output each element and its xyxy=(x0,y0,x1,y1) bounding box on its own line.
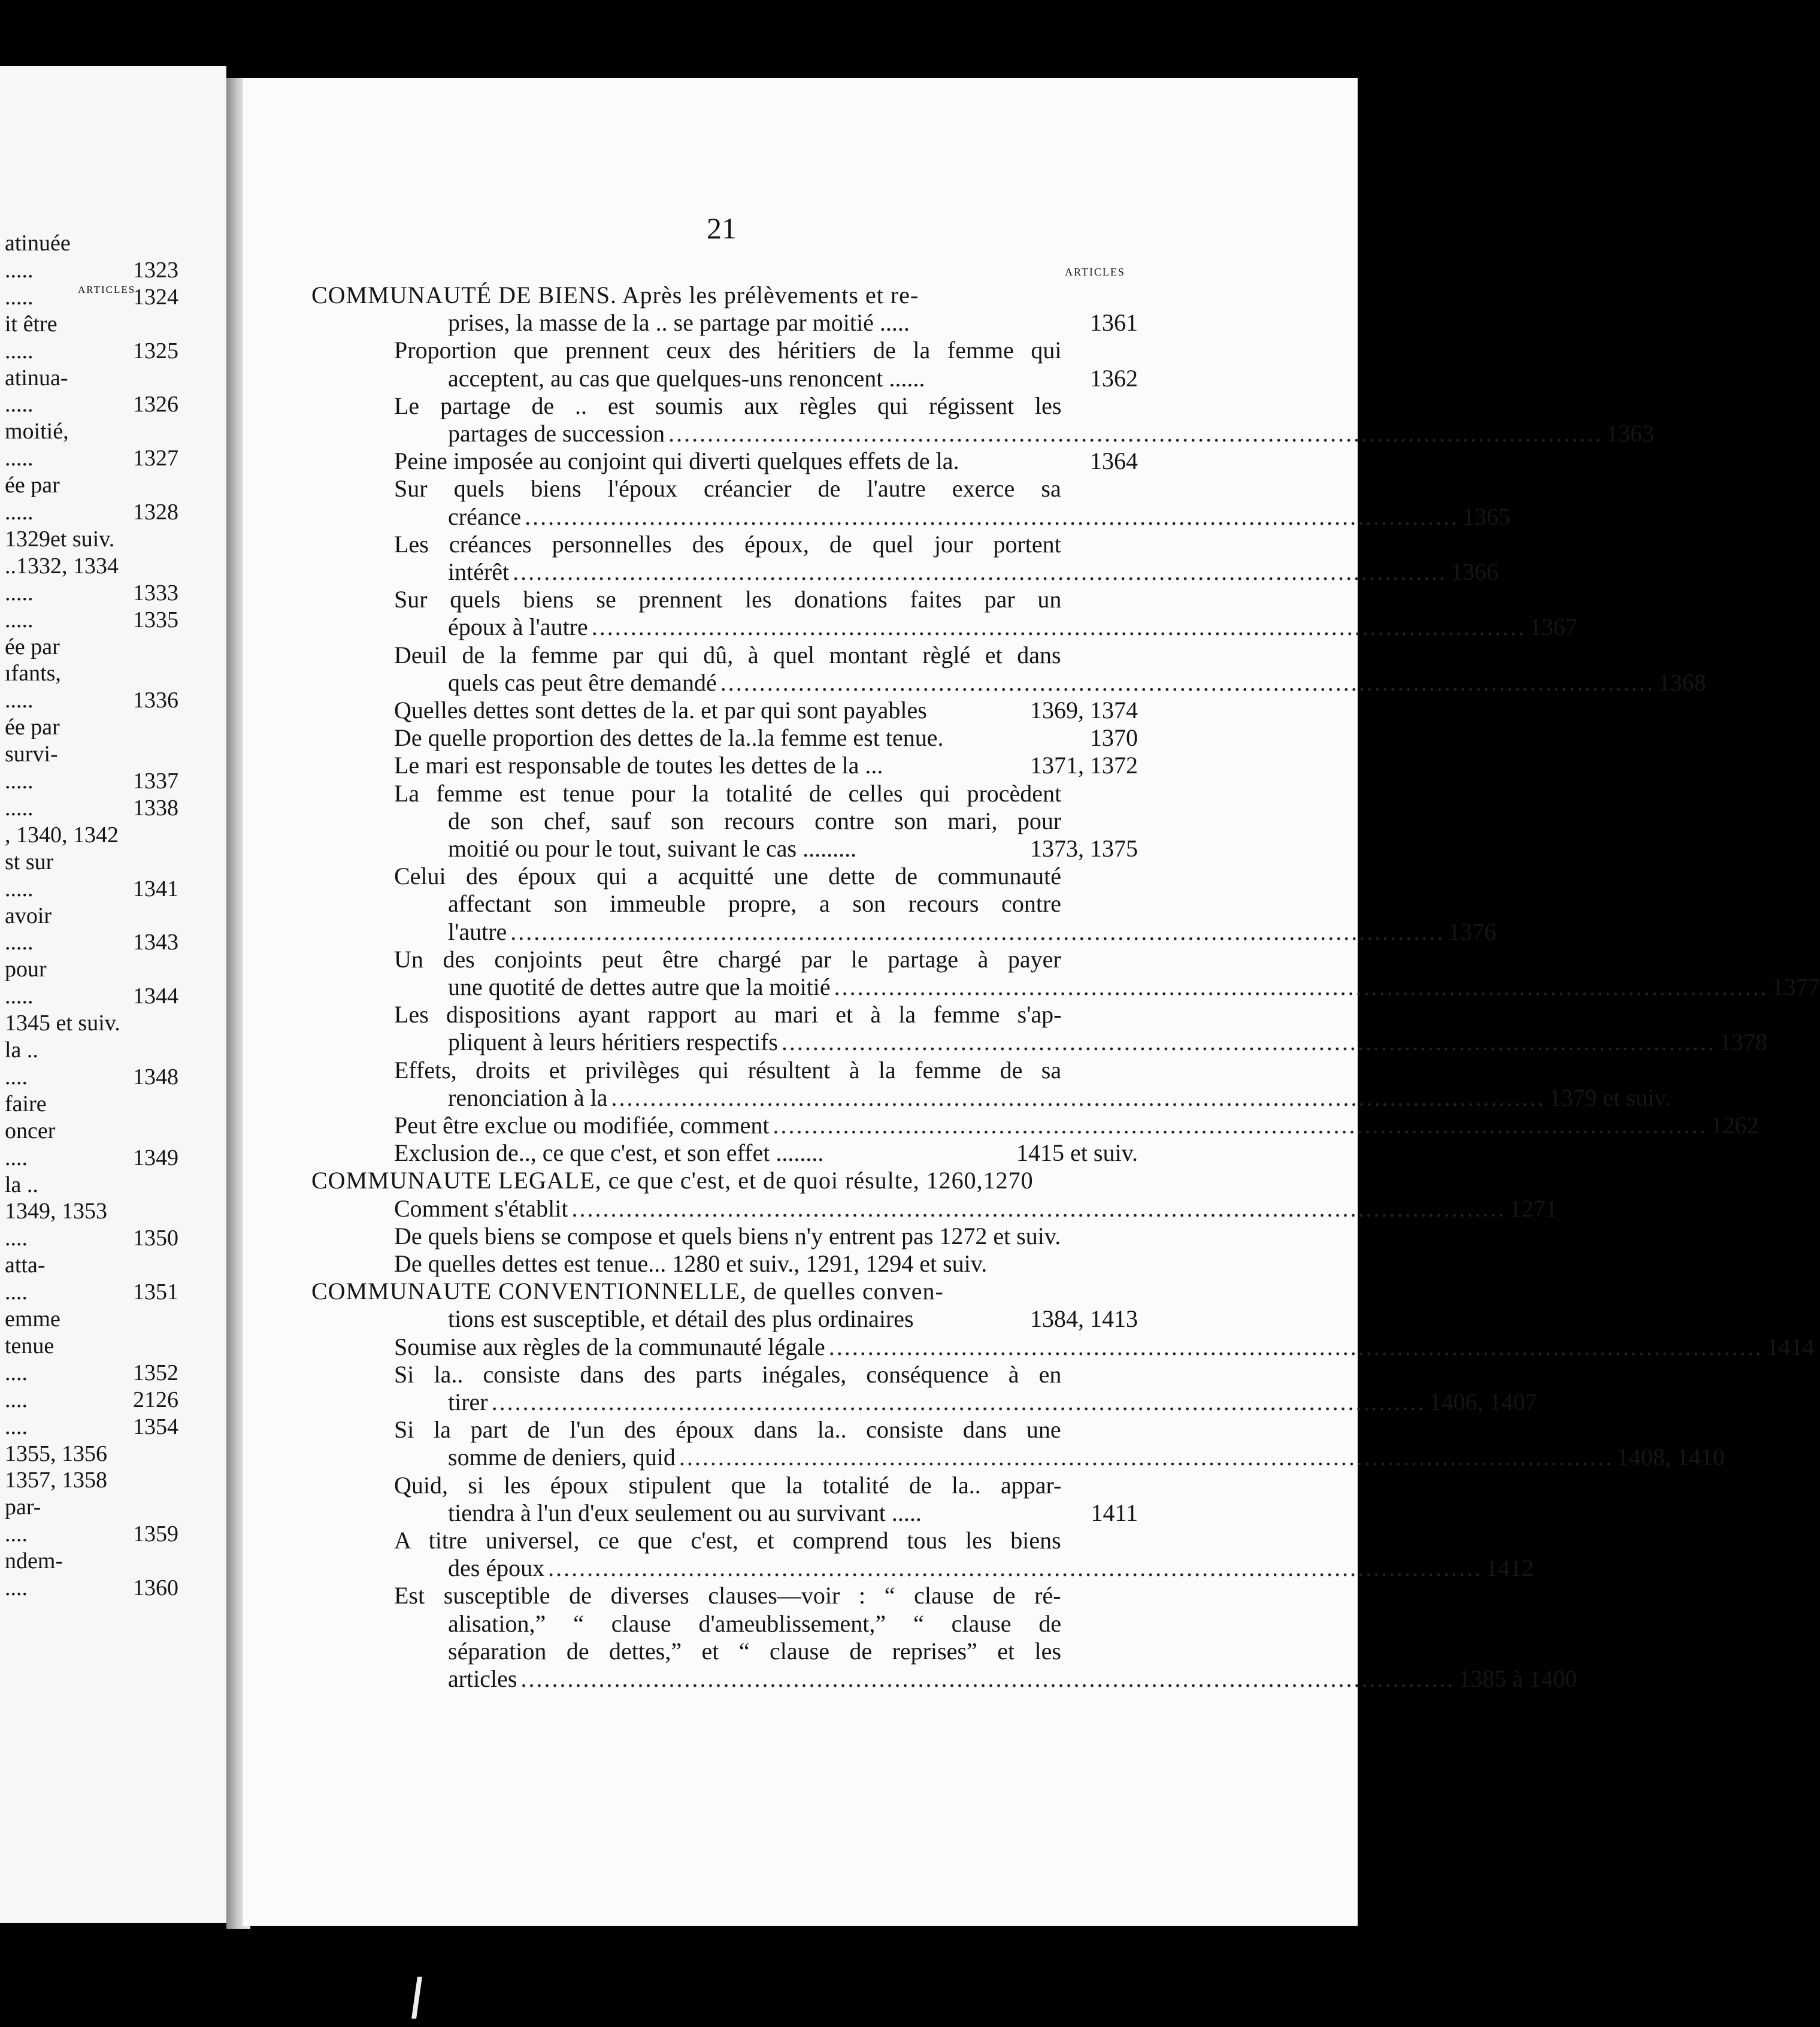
left-index-line xyxy=(0,1198,226,1226)
left-line-text: ..... xyxy=(5,257,34,283)
left-line-text: ..... xyxy=(5,876,34,901)
left-index-line xyxy=(0,1225,226,1252)
index-entry xyxy=(394,863,1061,890)
dot-leader: ........................................................................................................................ xyxy=(781,1028,1716,1056)
left-index-line xyxy=(0,1252,226,1279)
left-line-text: ..... xyxy=(5,446,34,471)
index-entry xyxy=(448,1028,1767,1056)
left-index-line xyxy=(0,1010,226,1037)
entry-text: Comment s'établit xyxy=(394,1194,568,1222)
entry-text: Un des conjoints peut être chargé par le partage à payer xyxy=(394,945,1061,973)
index-heading xyxy=(311,282,1061,309)
entry-text: des époux xyxy=(448,1554,545,1582)
left-index-line xyxy=(0,499,226,527)
left-index-line xyxy=(0,634,226,661)
index-entry xyxy=(448,835,1138,863)
index-entry xyxy=(394,1194,1558,1223)
article-number: 1406, 1407 xyxy=(1429,1388,1537,1415)
dot-leader: ........................................................................................................................ xyxy=(834,973,1768,1000)
left-line-text: 1349, 1353 xyxy=(5,1199,107,1224)
left-line-number: 1328 xyxy=(133,500,178,525)
entry-text: intérêt xyxy=(448,558,510,585)
article-number: 1366 xyxy=(1450,558,1499,585)
index-entry xyxy=(448,1665,1577,1693)
left-index-line xyxy=(0,553,226,580)
index-entry xyxy=(448,1499,1138,1527)
index-entry xyxy=(394,1139,1138,1167)
article-number: 1262 xyxy=(1710,1112,1759,1139)
entry-text: Quid, si les époux stipulent que la totalité de la.. appar- xyxy=(394,1471,1062,1499)
entry-text: Effets, droits et privilèges qui résultent à la femme de sa xyxy=(394,1056,1062,1084)
left-line-text: .... xyxy=(5,1064,28,1090)
left-line-text: atinua- xyxy=(5,365,68,391)
entry-text: prises, la masse de la .. se partage par moitié ..... xyxy=(448,309,910,337)
entry-text: COMMUNAUTE LEGALE, ce que c'est, et de quoi résulte, 1260,1270 xyxy=(311,1167,1034,1194)
articles-column-label: ARTICLES xyxy=(1065,266,1125,278)
left-index-line xyxy=(0,1575,226,1602)
article-number: 1368 xyxy=(1658,668,1706,696)
left-line-text: .... xyxy=(5,1226,28,1251)
left-line-number: 1338 xyxy=(133,795,178,821)
entry-text: De quels biens se compose et quels biens n'y entrent pas 1272 et suiv. xyxy=(394,1222,1061,1250)
index-entry xyxy=(448,1610,1061,1638)
dot-leader: ........................................................................................................................ xyxy=(520,1665,1455,1692)
index-entry xyxy=(394,1416,1061,1444)
article-number: 1364 xyxy=(1090,447,1138,475)
left-index-line xyxy=(0,580,226,607)
entry-text: Soumise aux règles de la communauté légale xyxy=(394,1333,825,1360)
index-entry xyxy=(448,1305,1138,1333)
entry-text: une quotité de dettes autre que la moitié xyxy=(448,973,831,1000)
left-line-text: oncer xyxy=(5,1118,56,1143)
index-entry xyxy=(394,475,1061,503)
left-line-text: atta- xyxy=(5,1252,46,1278)
entry-text: COMMUNAUTE CONVENTIONNELLE, de quelles conven- xyxy=(311,1278,944,1305)
left-line-text: par- xyxy=(5,1494,41,1520)
dot-leader: ........................................................................................................................ xyxy=(668,420,1603,447)
entry-text: tiendra à l'un d'eux seulement ou au survivant ..... xyxy=(448,1499,922,1526)
left-line-number: 1359 xyxy=(133,1521,178,1547)
index-entry xyxy=(448,1554,1534,1582)
left-index-line xyxy=(0,391,226,419)
entry-text: De quelles dettes est tenue... 1280 et suiv., 1291, 1294 et suiv. xyxy=(394,1250,988,1277)
index-entry xyxy=(394,1333,1815,1361)
left-line-number: 1324 xyxy=(133,284,178,310)
entry-text: Le mari est responsable de toutes les dettes de la ... xyxy=(394,752,883,779)
index-entry xyxy=(448,1638,1061,1665)
index-entry xyxy=(394,1527,1061,1554)
left-line-text: 1357, 1358 xyxy=(5,1468,107,1493)
left-index-line xyxy=(0,311,226,338)
index-entry xyxy=(448,668,1706,697)
left-line-text: 1355, 1356 xyxy=(5,1441,107,1466)
left-index-line xyxy=(0,1387,226,1414)
entry-text: Proportion que prennent ceux des héritiers de la femme qui xyxy=(394,337,1062,364)
entry-text: tirer xyxy=(448,1388,488,1415)
left-line-text: .... xyxy=(5,1575,28,1601)
left-index-line xyxy=(0,1467,226,1494)
index-entry xyxy=(448,1444,1725,1471)
entry-text: Les dispositions ayant rapport au mari et à la femme s'ap- xyxy=(394,1001,1062,1028)
left-index-line xyxy=(0,876,226,903)
article-number: 1377 xyxy=(1771,973,1820,1000)
index-entry xyxy=(448,309,1138,337)
left-index-line xyxy=(0,795,226,822)
left-index-line xyxy=(0,284,226,311)
entry-text: Sur quels biens l'époux créancier de l'autre exerce sa xyxy=(394,475,1061,503)
left-line-text: avoir xyxy=(5,903,52,928)
left-index-line xyxy=(0,257,226,285)
left-line-text: faire xyxy=(5,1091,47,1117)
entry-text: de son chef, sauf son recours contre son mari, pour xyxy=(448,807,1062,834)
left-index-line xyxy=(0,1441,226,1468)
left-line-number: 1351 xyxy=(133,1279,178,1305)
left-index-line xyxy=(0,903,226,930)
dot-leader: ........................................................................................................................ xyxy=(548,1554,1483,1582)
dot-leader: ........................................................................................................................ xyxy=(611,1084,1546,1111)
left-line-number: 1326 xyxy=(133,392,178,417)
left-line-text: .... xyxy=(5,1387,28,1412)
left-line-text: .... xyxy=(5,1360,28,1385)
entry-text: créance xyxy=(448,503,522,530)
left-index-line xyxy=(0,956,226,984)
dot-leader: ........................................................................................................................ xyxy=(679,1444,1613,1471)
left-line-text: tenue xyxy=(5,1333,54,1359)
left-index-line xyxy=(0,687,226,715)
article-number: 1367 xyxy=(1529,613,1577,641)
article-number: 1362 xyxy=(1090,364,1138,392)
entry-text: Si la.. consiste dans des parts inégales, conséquence à en xyxy=(394,1360,1062,1388)
left-line-text: .... xyxy=(5,1145,28,1170)
left-index-line xyxy=(0,1360,226,1387)
entry-text: Est susceptible de diverses clauses—voir : “ clause de ré- xyxy=(394,1582,1061,1610)
left-line-number: 1352 xyxy=(133,1360,178,1385)
left-index-line xyxy=(0,418,226,446)
index-entry xyxy=(448,420,1655,447)
left-index-line xyxy=(0,1494,226,1521)
left-index-line xyxy=(0,1091,226,1118)
left-line-text: ..... xyxy=(5,688,34,713)
left-line-text: ée par xyxy=(5,634,60,659)
index-entry xyxy=(394,1057,1061,1084)
left-line-number: 1336 xyxy=(133,688,178,713)
entry-text: Exclusion de.., ce que c'est, et son effet ........ xyxy=(394,1139,824,1167)
scan-mark xyxy=(411,1977,422,2019)
index-entry xyxy=(394,531,1061,558)
article-number: 1373, 1375 xyxy=(1030,835,1138,862)
left-index-line xyxy=(0,1521,226,1548)
entry-text: A titre universel, ce que c'est, et comprend tous les biens xyxy=(394,1527,1061,1554)
index-entry xyxy=(394,1250,1061,1278)
left-line-text: pour xyxy=(5,957,47,982)
entry-text: séparation de dettes,” et “ clause de reprises” et les xyxy=(448,1637,1061,1665)
left-line-text: la .. xyxy=(5,1037,38,1063)
entry-text: Peine imposée au conjoint qui diverti quelques effets de la. xyxy=(394,447,959,475)
article-number: 1365 xyxy=(1462,503,1511,530)
left-line-text: ..... xyxy=(5,769,34,794)
left-line-text: ée par xyxy=(5,473,60,498)
entry-text: quels cas peut être demandé xyxy=(448,668,717,696)
entry-text: Les créances personnelles des époux, de quel jour portent xyxy=(394,530,1061,558)
dot-leader: ........................................................................................................................ xyxy=(720,668,1655,696)
entry-text: époux à l'autre xyxy=(448,613,588,641)
left-line-text: ..... xyxy=(5,500,34,525)
index-entry xyxy=(394,392,1061,420)
index-entry xyxy=(394,642,1061,669)
left-page xyxy=(0,66,226,1923)
left-index-line xyxy=(0,822,226,849)
entry-text: Quelles dettes sont dettes de la. et par qui sont payables xyxy=(394,697,927,724)
left-line-text: ..1332, 1334 xyxy=(5,553,119,579)
article-number: 1369, 1374 xyxy=(1030,697,1138,724)
dot-leader: ........................................................................................................................ xyxy=(525,503,1459,530)
index-entry xyxy=(394,724,1138,752)
left-line-text: ıfants, xyxy=(5,661,61,686)
left-line-number: 1344 xyxy=(133,984,178,1009)
article-number: 1361 xyxy=(1090,309,1138,337)
entry-text: Deuil de la femme par qui dû, à quel montant règlé et dans xyxy=(394,641,1061,668)
index-entry xyxy=(394,1001,1061,1028)
entry-text: De quelle proportion des dettes de la..la femme est tenue. xyxy=(394,724,944,752)
left-line-number: 1360 xyxy=(133,1575,178,1601)
left-line-number: 1349 xyxy=(133,1145,178,1170)
entry-text: Sur quels biens se prennent les donations faites par un xyxy=(394,586,1062,613)
article-number: 1271 xyxy=(1509,1194,1558,1222)
index-entry xyxy=(394,447,1138,475)
left-index-line xyxy=(0,230,226,258)
article-number: 1415 et suiv. xyxy=(1016,1139,1138,1167)
left-index-line xyxy=(0,929,226,957)
index-entry xyxy=(448,1084,1671,1112)
left-line-text: , 1340, 1342 xyxy=(5,822,119,848)
left-index-line xyxy=(0,768,226,795)
dot-leader: ........................................................................................................................ xyxy=(773,1112,1707,1139)
left-index-line xyxy=(0,1037,226,1064)
left-index-line xyxy=(0,445,226,473)
index-entry xyxy=(448,918,1497,946)
left-line-number: 1323 xyxy=(133,257,178,283)
entry-text: Celui des époux qui a acquitté une dette de communauté xyxy=(394,863,1062,890)
index-entry xyxy=(448,807,1061,835)
left-line-number: 1333 xyxy=(133,580,178,606)
left-line-number: 1327 xyxy=(133,446,178,471)
article-number: 1379 et suiv. xyxy=(1549,1084,1671,1111)
entry-text: La femme est tenue pour la totalité de celles qui procèdent xyxy=(394,779,1062,807)
index-entry xyxy=(394,1361,1061,1388)
left-line-text: ..... xyxy=(5,392,34,417)
entry-text: alisation,” “ clause d'ameublissement,” “ clause de xyxy=(448,1610,1062,1637)
index-entry xyxy=(448,558,1499,586)
left-index-line xyxy=(0,338,226,365)
left-line-text: it être xyxy=(5,311,57,337)
entry-text: COMMUNAUTÉ DE BIENS. Après les prélèvements et re- xyxy=(311,282,919,308)
index-entry xyxy=(394,1582,1061,1610)
index-entry xyxy=(394,1223,1061,1250)
article-number: 1412 xyxy=(1486,1554,1534,1582)
entry-text: affectant son immeuble propre, a son recours contre xyxy=(448,890,1062,918)
left-index-line xyxy=(0,660,226,688)
left-line-number: 1343 xyxy=(133,930,178,955)
dot-leader: ........................................................................................................................ xyxy=(491,1388,1426,1415)
left-line-text: la .. xyxy=(5,1172,38,1197)
left-line-text: ..... xyxy=(5,284,34,310)
entry-text: Peut être exclue ou modifiée, comment xyxy=(394,1112,770,1139)
index-entry xyxy=(448,503,1511,531)
left-index-line xyxy=(0,1333,226,1360)
index-entry xyxy=(394,697,1138,724)
article-number: 1378 xyxy=(1719,1028,1767,1056)
index-entry xyxy=(448,890,1061,918)
index-heading xyxy=(311,1278,1061,1305)
left-index-line xyxy=(0,365,226,392)
dot-leader: ........................................................................................................................ xyxy=(828,1333,1763,1360)
left-line-number: 1335 xyxy=(133,607,178,633)
dot-leader: ........................................................................................................................ xyxy=(510,918,1445,945)
entry-text: partages de succession xyxy=(448,420,665,447)
left-line-number: 1348 xyxy=(133,1064,178,1090)
left-index-line xyxy=(0,849,226,876)
left-index-line xyxy=(0,1172,226,1199)
left-index-line xyxy=(0,741,226,769)
entry-text: pliquent à leurs héritiers respectifs xyxy=(448,1028,778,1056)
entry-text: tions est susceptible, et détail des plus ordinaires xyxy=(448,1305,914,1333)
left-line-number: 1337 xyxy=(133,769,178,794)
index-heading xyxy=(311,1167,1061,1194)
entry-text: Si la part de l'un des époux dans la.. consiste dans une xyxy=(394,1416,1061,1444)
entry-text: articles xyxy=(448,1665,517,1692)
entry-text: renonciation à la xyxy=(448,1084,608,1111)
left-index-line xyxy=(0,1145,226,1172)
article-number: 1376 xyxy=(1448,918,1497,945)
dot-leader: ........................................................................................................................ xyxy=(571,1194,1506,1222)
left-line-text: survi- xyxy=(5,742,58,767)
left-index-line xyxy=(0,1279,226,1306)
article-number: 1363 xyxy=(1606,420,1655,447)
article-number: 1370 xyxy=(1090,724,1138,752)
index-entry xyxy=(394,1472,1061,1499)
index-entry xyxy=(448,1388,1537,1416)
left-line-text: ..... xyxy=(5,930,34,955)
left-line-number: 2126 xyxy=(133,1387,178,1412)
left-line-number: 1354 xyxy=(133,1414,178,1439)
index-entry xyxy=(394,752,1138,779)
left-index-line xyxy=(0,607,226,634)
index-entry xyxy=(394,586,1061,613)
left-line-text: .... xyxy=(5,1414,28,1439)
left-index-line xyxy=(0,1118,226,1145)
left-index-line xyxy=(0,526,226,553)
article-number: 1385 à 1400 xyxy=(1458,1665,1577,1692)
left-index-line xyxy=(0,1306,226,1333)
left-line-text: ..... xyxy=(5,338,34,364)
left-line-text: ..... xyxy=(5,607,34,633)
article-number: 1414 xyxy=(1766,1333,1815,1360)
left-line-number: 1341 xyxy=(133,876,178,901)
article-number: 1408, 1410 xyxy=(1616,1444,1725,1471)
article-number: 1384, 1413 xyxy=(1030,1305,1138,1333)
index-entry xyxy=(448,365,1138,392)
left-line-text: .... xyxy=(5,1521,28,1547)
entry-text: l'autre xyxy=(448,918,507,945)
index-entry xyxy=(394,337,1061,364)
left-line-text: st sur xyxy=(5,849,54,875)
left-index-line xyxy=(0,1414,226,1441)
entry-text: acceptent, au cas que quelques-uns renoncent ...... xyxy=(448,364,925,392)
left-line-text: 1329et suiv. xyxy=(5,526,115,552)
left-line-number: 1325 xyxy=(133,338,178,364)
index-entry xyxy=(394,780,1061,807)
article-number: 1371, 1372 xyxy=(1030,752,1138,779)
article-number: 1411 xyxy=(1091,1499,1138,1526)
left-line-text: ..... xyxy=(5,795,34,821)
left-index-line xyxy=(0,1064,226,1091)
left-line-text: atinuée xyxy=(5,231,71,256)
left-line-number: 1350 xyxy=(133,1226,178,1251)
left-line-text: emme xyxy=(5,1306,60,1332)
entry-text: somme de deniers, quid xyxy=(448,1444,676,1471)
left-index-line xyxy=(0,472,226,500)
dot-leader: ........................................................................................................................ xyxy=(513,558,1447,585)
left-line-text: moitié, xyxy=(5,419,69,444)
index-entry xyxy=(394,946,1061,973)
left-articles-label: ARTICLES xyxy=(78,284,136,295)
left-index-line xyxy=(0,983,226,1011)
left-line-text: ndem- xyxy=(5,1548,63,1574)
left-line-text: ..... xyxy=(5,580,34,606)
dot-leader: ........................................................................................................................ xyxy=(591,613,1526,641)
index-entry xyxy=(448,973,1820,1001)
entry-text: moitié ou pour le tout, suivant le cas ......... xyxy=(448,835,857,862)
index-entry xyxy=(394,1112,1759,1139)
index-entry xyxy=(448,613,1577,641)
left-index-line xyxy=(0,1548,226,1575)
left-line-text: 1345 et suiv. xyxy=(5,1011,120,1036)
entry-text: Le partage de .. est soumis aux règles qui régissent les xyxy=(394,392,1062,419)
page-number: 21 xyxy=(707,211,737,245)
left-index-line xyxy=(0,714,226,742)
left-line-text: .... xyxy=(5,1279,28,1305)
left-line-text: ée par xyxy=(5,715,60,740)
left-line-text: ..... xyxy=(5,984,34,1009)
